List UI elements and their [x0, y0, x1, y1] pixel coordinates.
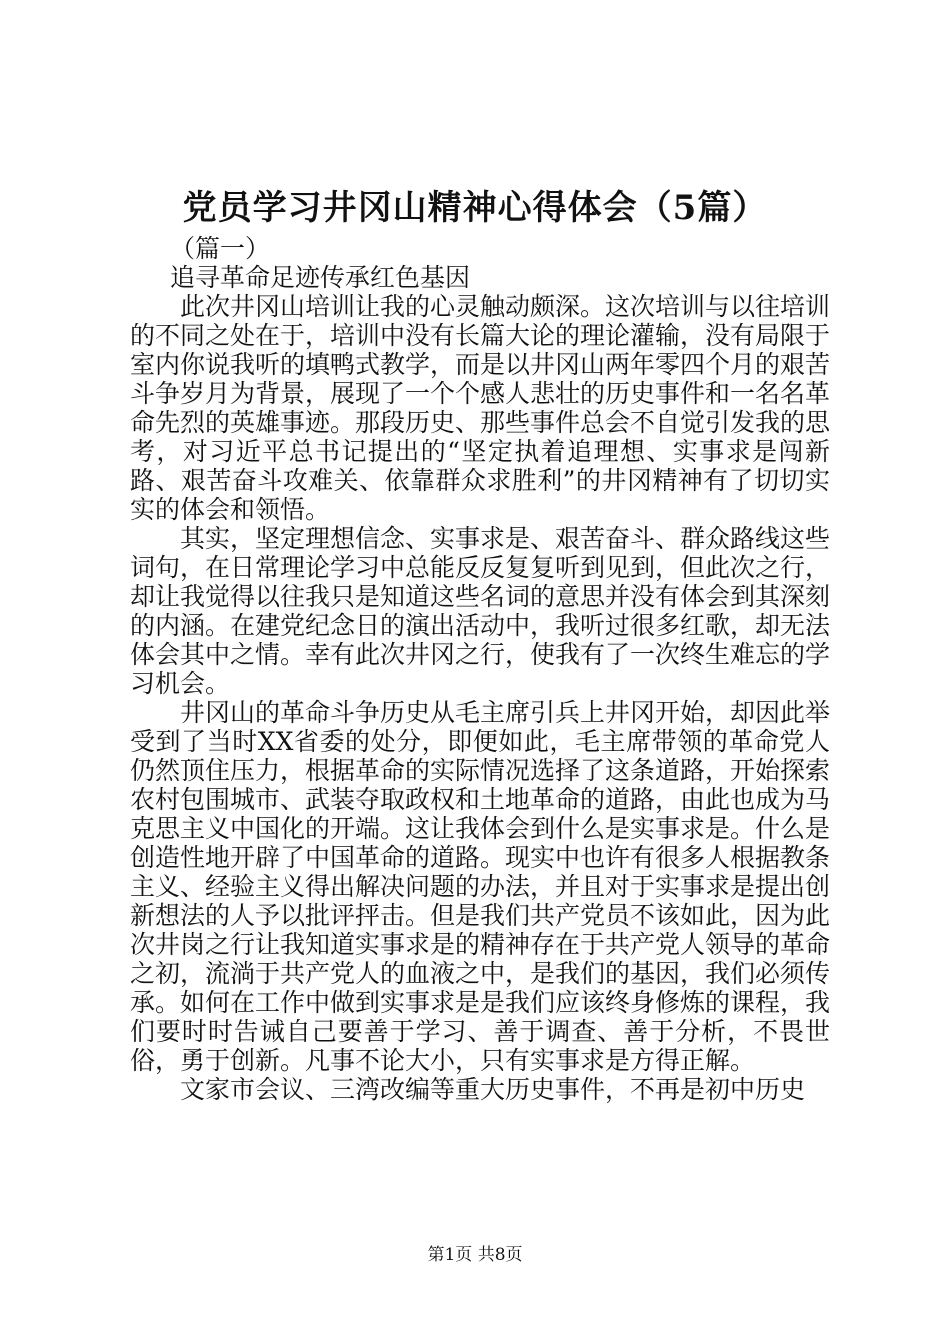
section-label: （篇一）: [170, 234, 271, 263]
paragraph-2: 其实，坚定理想信念、实事求是、艰苦奋斗、群众路线这些词句，在日常理论学习中总能反反复复听到见到，但此次之行，却让我觉得以往我只是知道这些名词的意思并没有体会到其深刻的内涵。在建党纪念日的演出活动中，我听过很多红歌，却无法体会其中之情。幸有此次井冈之行，使我有了一次终生难忘的学习机会。: [130, 524, 831, 698]
page-footer: 第1页 共8页: [427, 1245, 523, 1265]
paragraph-4: 文家市会议、三湾改编等重大历史事件，不再是初中历史: [180, 1075, 806, 1104]
document-title: 党员学习井冈山精神心得体会（5篇）: [182, 188, 768, 228]
paragraph-3: 井冈山的革命斗争历史从毛主席引兵上井冈开始，却因此举受到了当时XX省委的处分，即便如此，毛主席带领的革命党人仍然顶住压力，根据革命的实际情况选择了这条道路，开始探索农村包围城市、武装夺取政权和土地革命的道路，由此也成为马克思主义中国化的开端。这让我体会到什么是实事求是。什么是创造性地开辟了中国革命的道路。现实中也许有很多人根据教条主义、经验主义得出解决问题的办法，并且对于实事求是提出创新想法的人予以批评抨击。但是我们共产党员不该如此，因为此次井岗之行让我知道实事求是的精神存在于共产党人领导的革命之初，流淌于共产党人的血液之中，是我们的基因，我们必须传承。如何在工作中做到实事求是是我们应该终身修炼的课程，我们要时时告诫自己要善于学习、善于调查、善于分析，不畏世俗，勇于创新。凡事不论大小，只有实事求是方得正解。: [130, 698, 831, 1075]
paragraph-1: 此次井冈山培训让我的心灵触动颇深。这次培训与以往培训的不同之处在于，培训中没有长篇大论的理论灌输，没有局限于室内你说我听的填鸭式教学，而是以井冈山两年零四个月的艰苦斗争岁月为背景，展现了一个个感人悲壮的历史事件和一名名革命先烈的英雄事迹。那段历史、那些事件总会不自觉引发我的思考，对习近平总书记提出的“坚定执着追理想、实事求是闯新路、艰苦奋斗攻难关、依靠群众求胜利”的井冈精神有了切切实实的体会和领悟。: [130, 292, 831, 524]
document-body: [130, 234, 830, 1104]
section-subtitle: 追寻革命足迹传承红色基因: [170, 263, 471, 292]
